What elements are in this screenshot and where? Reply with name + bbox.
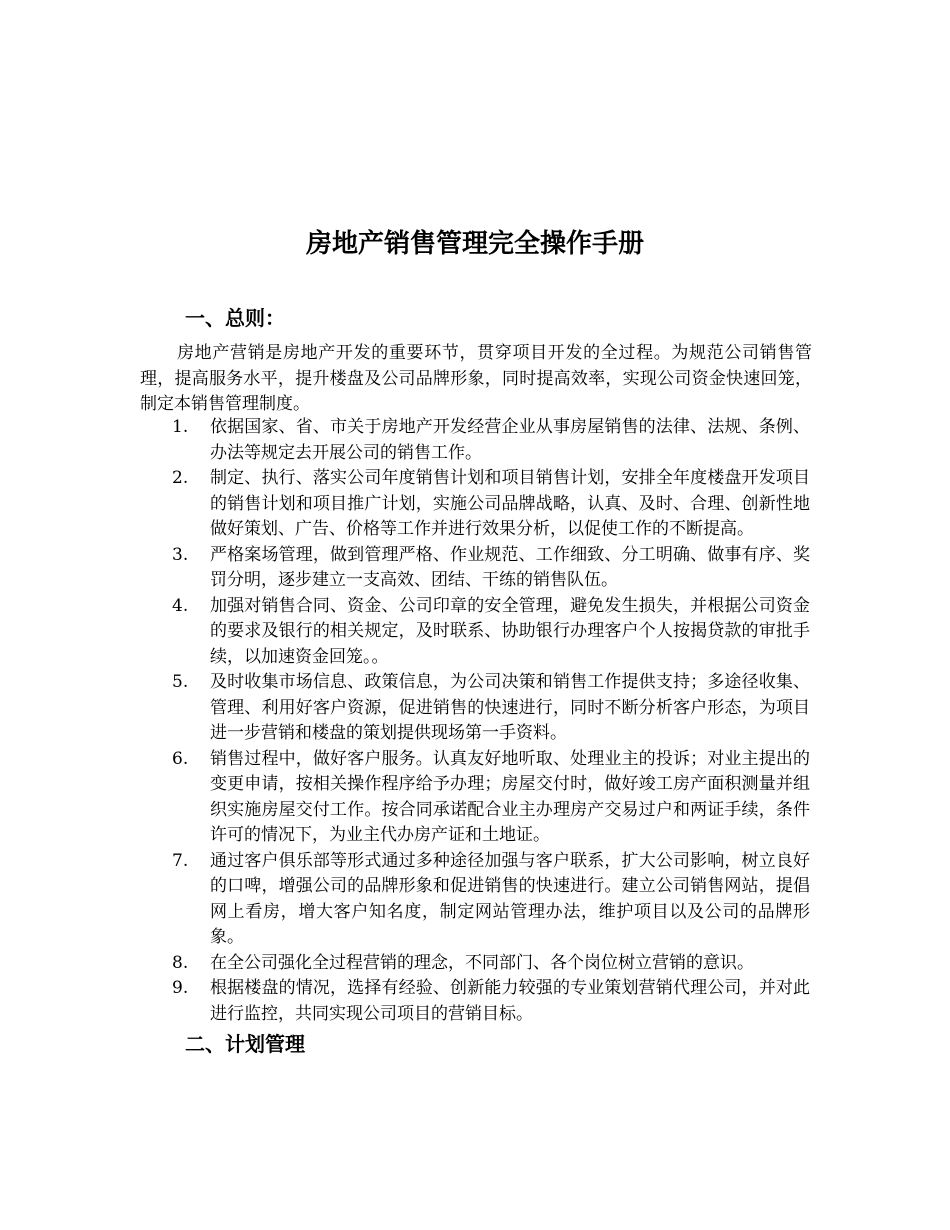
list-item-text: 及时收集市场信息、政策信息，为公司决策和销售工作提供支持；多途径收集、管理、利用好客户资源，促进销售的快速进行，同时不断分析客户形态，为项目进一步营销和楼盘的策划提供现场第一手资料。 (210, 672, 810, 743)
list-item-text: 加强对销售合同、资金、公司印章的安全管理，避免发生损失，并根据公司资金的要求及银行的相关规定，及时联系、协助银行办理客户个人按揭贷款的审批手续，以加速资金回笼。。 (210, 595, 810, 667)
section-heading-plan-management: 二、计划管理 (185, 1032, 305, 1056)
list-item (0, 594, 810, 671)
list-item (0, 951, 810, 977)
list-item-number: 6. (172, 748, 189, 769)
list-item-text: 销售过程中，做好客户服务。认真友好地听取、处理业主的投诉；对业主提出的变更申请，按相关操作程序给予办理；房屋交付时，做好竣工房产面积测量并组织实施房屋交付工作。按合同承诺配合业主办理房产交易过户和两证手续，条件许可的情况下，为业主代办房产证和土地证。 (210, 748, 810, 845)
general-rules-list (0, 415, 950, 1027)
list-item-number: 3. (172, 544, 189, 565)
list-item-number: 1. (172, 417, 189, 437)
list-item (0, 466, 810, 543)
list-item-number: 7. (172, 850, 189, 871)
list-item-text: 在全公司强化全过程营销的理念，不同部门、各个岗位树立营销的意识。 (210, 952, 754, 973)
list-item (0, 670, 810, 747)
list-item-number: 9. (172, 978, 189, 998)
list-item (0, 849, 810, 951)
section-heading-general: 一、总则： (185, 306, 285, 330)
list-item-text: 根据楼盘的情况，选择有经验、创新能力较强的专业策划营销代理公司，并对此进行监控，共同实现公司项目的营销目标。 (210, 978, 810, 1024)
list-item (0, 415, 810, 466)
list-item (0, 543, 810, 594)
list-item-text: 通过客户俱乐部等形式通过多种途径加强与客户联系，扩大公司影响，树立良好的口啤，增强公司的品牌形象和促进销售的快速进行。建立公司销售网站，提倡网上看房，增大客户知名度，制定网站管理办法，维护项目以及公司的品牌形象。 (210, 850, 810, 947)
list-item-number: 2. (172, 468, 189, 488)
list-item-number: 4. (172, 595, 189, 616)
list-item (0, 976, 810, 1027)
intro-paragraph: 房地产营销是房地产开发的重要环节，贯穿项目开发的全过程。为规范公司销售管理，提高服务水平，提升楼盘及公司品牌形象，同时提高效率，实现公司资金快速回笼，制定本销售管理制度。 (140, 343, 812, 414)
list-item-text: 依据国家、省、市关于房地产开发经营企业从事房屋销售的法律、法规、条例、办法等规定去开展公司的销售工作。 (210, 417, 810, 463)
list-item-number: 8. (172, 952, 189, 973)
list-item (0, 747, 810, 849)
list-item-number: 5. (172, 672, 189, 692)
document-title: 房地产销售管理完全操作手册 (305, 229, 644, 259)
list-item-text: 制定、执行、落实公司年度销售计划和项目销售计划，安排全年度楼盘开发项目的销售计划和项目推广计划，实施公司品牌战略，认真、及时、合理、创新性地做好策划、广告、价格等工作并进行效果分析，以促使工作的不断提高。 (210, 468, 810, 539)
list-item-text: 严格案场管理，做到管理严格、作业规范、工作细致、分工明确、做事有序、奖罚分明，逐步建立一支高效、团结、干练的销售队伍。 (210, 544, 810, 590)
